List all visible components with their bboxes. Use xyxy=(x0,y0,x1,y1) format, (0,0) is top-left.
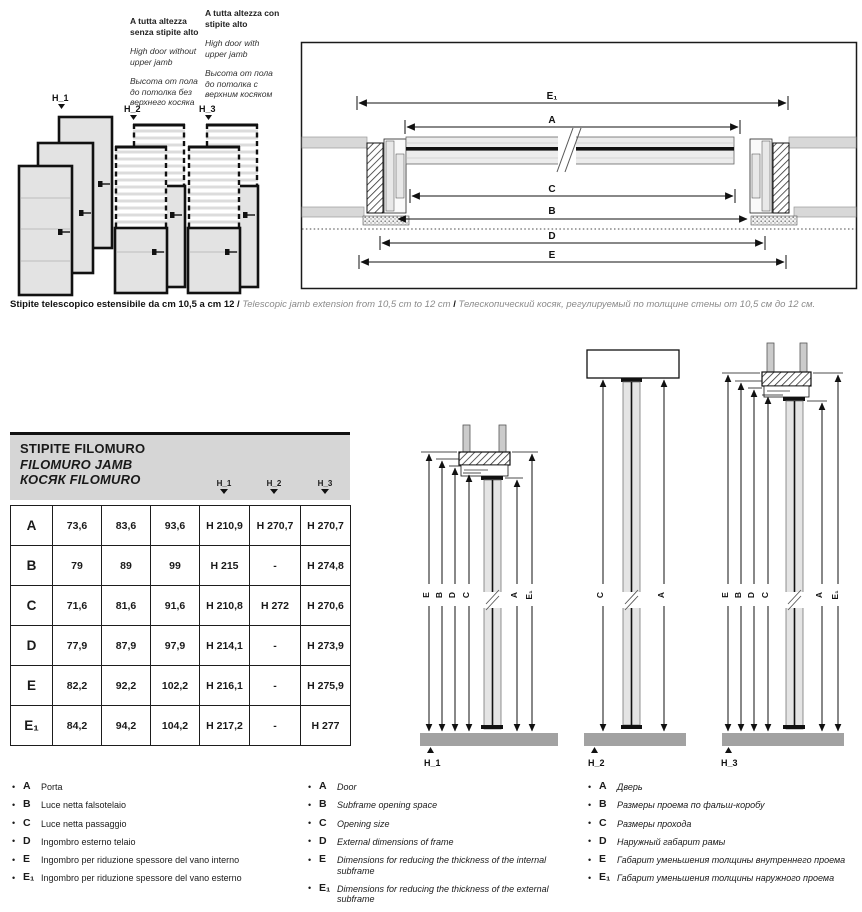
header-hatch xyxy=(459,452,510,465)
cell: H 270,7 xyxy=(301,506,351,546)
col-header-h2: H_2 xyxy=(252,479,296,494)
legend-item xyxy=(12,799,304,811)
up-arrow-icon xyxy=(427,747,434,753)
dim-label-a: A xyxy=(656,591,666,599)
cell: H 273,9 xyxy=(301,626,351,666)
legend-key: E xyxy=(23,853,31,866)
legend-key: D xyxy=(23,834,31,847)
legend-ru xyxy=(588,781,860,891)
legend-item xyxy=(12,836,304,848)
floor-bar xyxy=(420,733,558,746)
door-handle-icon xyxy=(58,229,63,235)
legend-item xyxy=(308,799,586,811)
cell: 83,6 xyxy=(102,506,151,546)
legend-bullet-icon: • xyxy=(12,781,16,792)
cell: 91,6 xyxy=(151,586,200,626)
section-label-h1: H_1 xyxy=(424,758,441,768)
section-h1 xyxy=(420,425,558,768)
legend-text: Габарит уменьшения толщины наружного проема xyxy=(617,873,835,884)
cell: - xyxy=(250,626,301,666)
wall-band xyxy=(789,137,856,148)
legend-item xyxy=(588,836,860,848)
caption-ru: Телескопический косяк, регулируемый по толщине стены от 10,5 см до 12 см. xyxy=(458,299,816,310)
col-header-h1: H_1 xyxy=(202,479,246,494)
legend-key: A xyxy=(319,780,327,792)
down-arrow-icon xyxy=(205,115,212,120)
cell: 93,6 xyxy=(151,506,200,546)
legend-key: D xyxy=(319,834,327,847)
legend-text: Luce netta falsotelaio xyxy=(41,800,127,811)
cell: 97,9 xyxy=(151,626,200,666)
wall-band xyxy=(302,137,367,148)
door-group-h1 xyxy=(19,117,112,295)
table-row xyxy=(11,546,351,586)
legend-item xyxy=(308,818,586,830)
legend-bullet-icon: • xyxy=(308,883,312,894)
jamb-profile-right xyxy=(750,139,772,213)
table-row xyxy=(11,626,351,666)
legend-bullet-icon: • xyxy=(12,872,16,883)
legend-text: Дверь xyxy=(617,782,643,792)
down-arrow-icon xyxy=(58,104,65,109)
legend-key: B xyxy=(319,798,327,811)
cell: - xyxy=(250,546,301,586)
caption-separator: / xyxy=(237,299,240,310)
cell: 77,9 xyxy=(53,626,102,666)
legend-bullet-icon: • xyxy=(308,854,312,865)
caption xyxy=(10,299,858,310)
legend-text: Dimensions for reducing the thickness of the internal subframe xyxy=(337,855,547,876)
legend-item xyxy=(308,781,586,793)
cell: 87,9 xyxy=(102,626,151,666)
cell: H 270,6 xyxy=(301,586,351,626)
cell: 71,6 xyxy=(53,586,102,626)
cell: H 216,1 xyxy=(200,666,250,706)
door-panel xyxy=(115,228,167,293)
legend-key: D xyxy=(599,834,607,847)
header-profile xyxy=(461,465,508,476)
legend-item xyxy=(12,854,304,866)
dim-label-e: E xyxy=(421,592,431,598)
section-h3 xyxy=(720,343,844,768)
table-row xyxy=(11,586,351,626)
legend-it xyxy=(12,781,304,891)
legend-bullet-icon: • xyxy=(308,781,312,792)
down-arrow-icon xyxy=(220,489,228,494)
legend-text: Porta xyxy=(41,782,63,792)
wall-hatch-block xyxy=(773,143,789,213)
telescopic-extension xyxy=(188,146,240,228)
door-handle-icon xyxy=(152,249,157,255)
legend-key: E₁ xyxy=(23,871,35,884)
dim-label-c: C xyxy=(548,184,556,195)
legend-key: A xyxy=(23,780,31,792)
door-handle-icon xyxy=(98,181,103,187)
caption-en: Telescopic jamb extension from 10,5 cm to 12 cm xyxy=(242,299,451,310)
legend-bullet-icon: • xyxy=(588,854,592,865)
row-label: A xyxy=(11,506,53,546)
down-arrow-icon xyxy=(130,115,137,120)
row-label: D xyxy=(11,626,53,666)
dim-label-b: B xyxy=(434,591,444,599)
dim-label-e1: E₁ xyxy=(524,590,534,600)
door-handle-icon xyxy=(225,249,230,255)
telescopic-extension xyxy=(115,146,167,228)
down-arrow-icon xyxy=(321,489,329,494)
legend-key: E₁ xyxy=(319,881,331,894)
door-handle-icon xyxy=(243,212,248,218)
floor-bar xyxy=(584,733,686,746)
dim-label-a: A xyxy=(548,115,556,126)
cell: 104,2 xyxy=(151,706,200,746)
cell: 81,6 xyxy=(102,586,151,626)
legend-text: Luce netta passaggio xyxy=(41,818,127,829)
door-panel xyxy=(188,228,240,293)
row-label: C xyxy=(11,586,53,626)
stud xyxy=(800,343,807,372)
vertical-sections-drawing xyxy=(415,335,862,780)
legend-item xyxy=(12,872,304,884)
wall-band xyxy=(794,207,856,217)
legend-bullet-icon: • xyxy=(588,836,592,847)
up-arrow-icon xyxy=(591,747,598,753)
legend-key: B xyxy=(23,798,31,811)
annotation-ru: Высота от пола до потолка с верхним косяком xyxy=(205,68,273,99)
up-arrow-icon xyxy=(725,747,732,753)
legend-bullet-icon: • xyxy=(588,818,592,829)
legend-bullet-icon: • xyxy=(588,799,592,810)
cell: H 274,8 xyxy=(301,546,351,586)
legend-key: E xyxy=(599,853,607,866)
legend-text: Габарит уменьшения толщины внутреннего проема xyxy=(617,855,846,866)
legend-bullet-icon: • xyxy=(308,799,312,810)
row-label: E xyxy=(11,666,53,706)
h2-label: H_2 xyxy=(124,104,141,114)
cell: 94,2 xyxy=(102,706,151,746)
cell: H 277 xyxy=(301,706,351,746)
table-row xyxy=(11,506,351,546)
dim-label-d: D xyxy=(548,231,556,242)
legend-item xyxy=(12,781,304,793)
cell: 82,2 xyxy=(53,666,102,706)
door-group-h2 xyxy=(115,124,185,293)
header-hatch xyxy=(762,372,811,386)
legend-item xyxy=(12,818,304,830)
door-panel xyxy=(19,166,72,295)
cell: 102,2 xyxy=(151,666,200,706)
dim-label-e1: E₁ xyxy=(830,590,840,600)
jamb-foot xyxy=(363,216,409,225)
caption-it: Stipite telescopico estensibile da cm 10,5 a cm 12 xyxy=(10,299,235,310)
dim-label-d: D xyxy=(746,591,756,599)
legend-item xyxy=(308,883,586,905)
legend-bullet-icon: • xyxy=(308,818,312,829)
annotation-en: High door with upper jamb xyxy=(205,38,260,59)
legend-text: Ingombro per riduzione spessore del vano interno xyxy=(41,855,240,866)
legend-bullet-icon: • xyxy=(308,836,312,847)
stud xyxy=(463,425,470,453)
legend-text: Opening size xyxy=(337,818,390,829)
legend-text: Наружный габарит рамы xyxy=(617,836,726,847)
legend-item xyxy=(588,781,860,793)
legend-text: Размеры проема по фальш-коробу xyxy=(617,800,765,811)
dim-label-b: B xyxy=(548,206,556,217)
legend-bullet-icon: • xyxy=(588,872,592,883)
cell: - xyxy=(250,706,301,746)
jamb-profile-left xyxy=(384,139,406,213)
legend-key: E xyxy=(319,853,327,866)
legend-text: Dimensions for reducing the thickness of the external subframe xyxy=(337,883,549,905)
stud xyxy=(499,425,506,453)
annotation-it: A tutta altezza con stipite alto xyxy=(205,8,280,29)
door-group-h3 xyxy=(188,124,258,293)
plan-section-drawing xyxy=(300,41,858,291)
dim-label-b: B xyxy=(733,591,743,599)
door-handle-icon xyxy=(79,210,84,216)
wall-hatch-block xyxy=(367,143,383,213)
legend-text: Размеры прохода xyxy=(617,818,692,829)
cell: 73,6 xyxy=(53,506,102,546)
cell: - xyxy=(250,666,301,706)
legend-bullet-icon: • xyxy=(12,799,16,810)
legend-text: Subframe opening space xyxy=(337,800,438,811)
cell: H 210,8 xyxy=(200,586,250,626)
legend-item xyxy=(588,854,860,866)
cell: 99 xyxy=(151,546,200,586)
jamb-dimensions-table xyxy=(10,505,351,746)
table-title-ru: КОСЯК FILOMURO xyxy=(20,472,141,487)
dim-label-d: D xyxy=(447,591,457,599)
dim-label-c: C xyxy=(595,591,605,599)
wall-band xyxy=(302,207,364,217)
legend-item xyxy=(588,799,860,811)
legend-key: A xyxy=(599,780,607,792)
legend-item xyxy=(588,872,860,884)
door-height-diagram xyxy=(8,92,300,300)
legend-text: External dimensions of frame xyxy=(337,836,454,847)
table-header xyxy=(10,432,350,500)
section-label-h3: H_3 xyxy=(721,758,738,768)
annotation-it: A tutta altezza senza stipite alto xyxy=(130,16,199,37)
stud xyxy=(767,343,774,372)
legend-key: C xyxy=(23,816,31,829)
dim-label-e1: E₁ xyxy=(546,91,558,102)
cell: H 215 xyxy=(200,546,250,586)
cell: 92,2 xyxy=(102,666,151,706)
legend-text: Ingombro esterno telaio xyxy=(41,836,136,847)
col-header-h3: H_3 xyxy=(303,479,347,494)
row-label: E₁ xyxy=(11,706,53,746)
legend-text: Door xyxy=(337,782,357,792)
annotation-en: High door without upper jamb xyxy=(130,46,197,67)
legend-bullet-icon: • xyxy=(588,781,592,792)
dim-label-a: A xyxy=(509,591,519,599)
table-row xyxy=(11,706,351,746)
cell: 89 xyxy=(102,546,151,586)
h1-label: H_1 xyxy=(52,93,69,103)
dim-label-a: A xyxy=(814,591,824,599)
row-label: B xyxy=(11,546,53,586)
table-title-en: FILOMURO JAMB xyxy=(20,456,133,472)
section-label-h2: H_2 xyxy=(588,758,605,768)
legend-en xyxy=(308,781,586,912)
cell: H 275,9 xyxy=(301,666,351,706)
down-arrow-icon xyxy=(270,489,278,494)
legend-item xyxy=(308,836,586,848)
cell: H 270,7 xyxy=(250,506,301,546)
legend-text: Ingombro per riduzione spessore del vano esterno xyxy=(41,873,242,884)
h3-label: H_3 xyxy=(199,104,216,114)
legend-bullet-icon: • xyxy=(12,818,16,829)
dim-label-c: C xyxy=(461,591,471,599)
door-handle-icon xyxy=(170,212,175,218)
legend-item xyxy=(588,818,860,830)
cell: H 217,2 xyxy=(200,706,250,746)
cell: H 214,1 xyxy=(200,626,250,666)
legend-bullet-icon: • xyxy=(12,836,16,847)
dim-label-c: C xyxy=(760,591,770,599)
caption-separator: / xyxy=(453,299,456,310)
ceiling-box xyxy=(587,350,679,378)
legend-key: C xyxy=(599,816,607,829)
legend-key: C xyxy=(319,816,327,829)
cell: H 210,9 xyxy=(200,506,250,546)
dim-label-e: E xyxy=(720,592,730,598)
cell: H 272 xyxy=(250,586,301,626)
cell: 79 xyxy=(53,546,102,586)
cell: 84,2 xyxy=(53,706,102,746)
legend-key: B xyxy=(599,798,607,811)
table-title-it: STIPITE FILOMURO xyxy=(20,441,146,456)
jamb-foot xyxy=(751,216,797,225)
section-h2 xyxy=(584,350,686,768)
dim-label-e: E xyxy=(548,250,556,261)
legend-key: E₁ xyxy=(599,871,611,884)
table-row xyxy=(11,666,351,706)
annotation-ru: Высота от пола до потолка без верхнего косяка xyxy=(130,76,198,107)
legend-bullet-icon: • xyxy=(12,854,16,865)
floor-bar xyxy=(722,733,844,746)
legend-item xyxy=(308,854,586,876)
